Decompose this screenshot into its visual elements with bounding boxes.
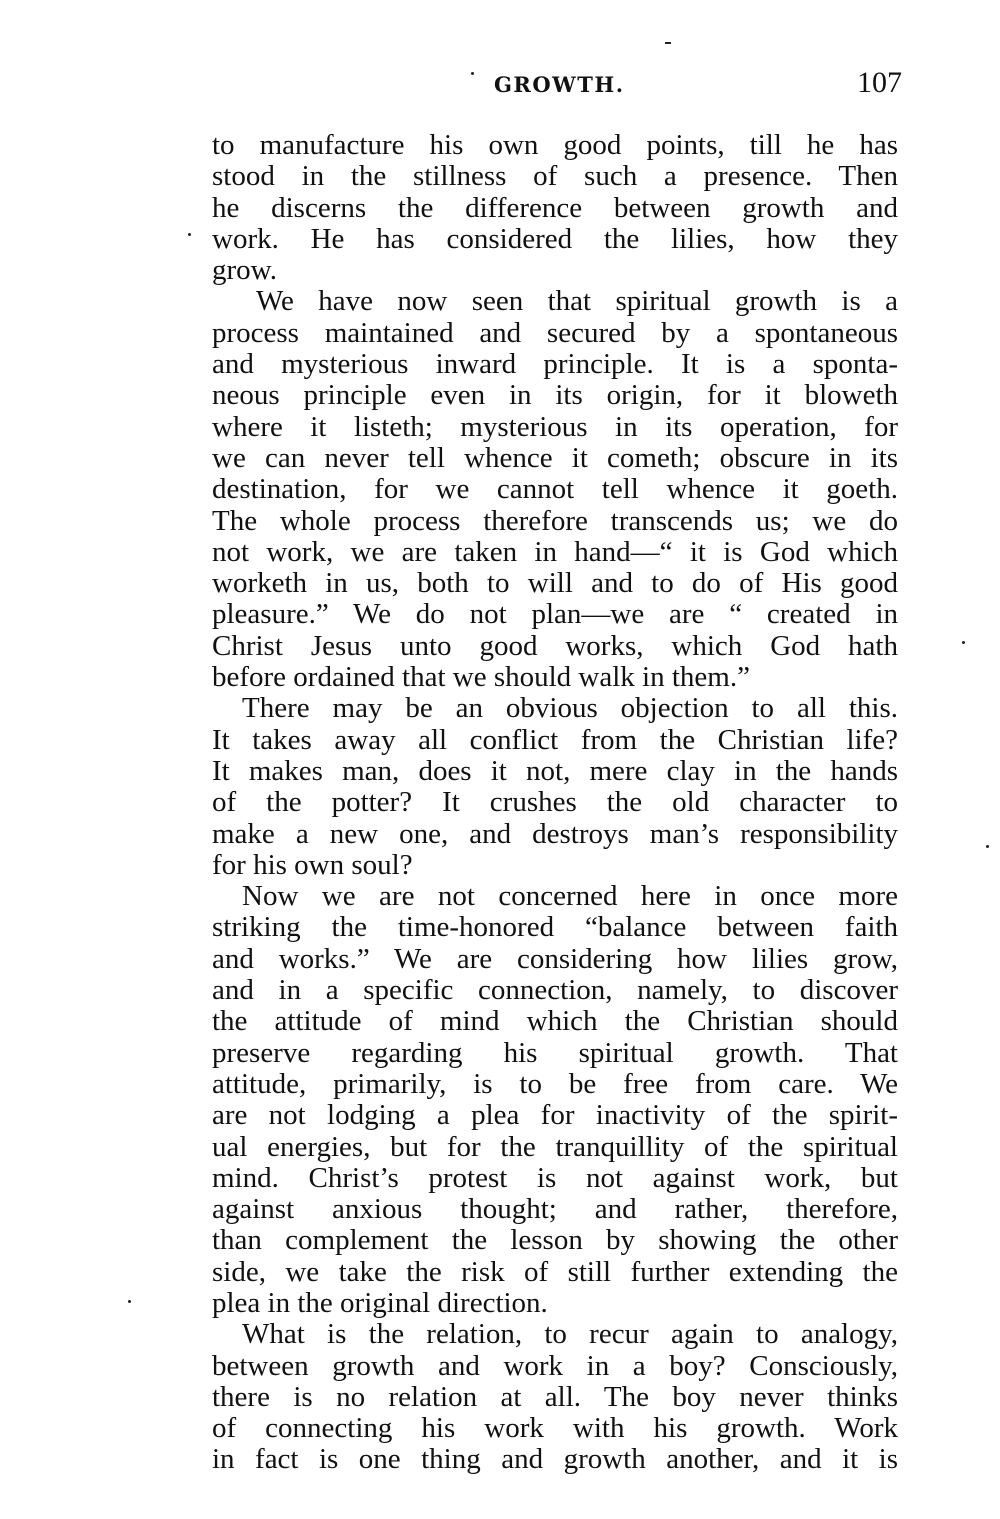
text-line: and in a specific connection, namely, to discover <box>212 974 898 1007</box>
text-line: we can never tell whence it cometh; obscure in its <box>212 441 898 474</box>
text-line: ual energies, but for the tranquillity of the spiritual <box>212 1130 898 1163</box>
text-line: where it listeth; mysterious in its operation, for <box>212 410 898 443</box>
text-line: plea in the original direction. <box>212 1286 548 1319</box>
text-line: Christ Jesus unto good works, which God hath <box>212 629 898 662</box>
text-line: It takes away all conflict from the Christian life? <box>212 723 898 756</box>
text-line: mind. Christ’s protest is not against work, but <box>212 1161 898 1194</box>
text-line: between growth and work in a boy? Consciously, <box>212 1349 898 1382</box>
scan-speck <box>962 641 965 644</box>
running-head <box>210 66 902 106</box>
text-line: and mysterious inward principle. It is a sponta- <box>212 348 898 381</box>
text-line: in fact is one thing and growth another, and it is <box>212 1443 898 1476</box>
text-line: striking the time-honored “balance between faith <box>212 911 898 944</box>
text-line: preserve regarding his spiritual growth. That <box>212 1036 898 1069</box>
text-line: against anxious thought; and rather, therefore, <box>212 1193 898 1226</box>
text-line: It makes man, does it not, mere clay in the hands <box>212 754 898 787</box>
text-line: Now we are not concerned here in once more <box>242 880 898 913</box>
text-line: there is no relation at all. The boy never thinks <box>212 1380 898 1413</box>
page-number: 107 <box>857 66 902 99</box>
text-line: are not lodging a plea for inactivity of the spirit- <box>212 1099 898 1132</box>
text-line: pleasure.” We do not plan—we are “ created in <box>212 598 898 631</box>
text-line: There may be an obvious objection to all this. <box>242 692 898 725</box>
scan-speck <box>665 42 671 44</box>
text-line: We have now seen that spiritual growth is a <box>256 285 898 318</box>
text-line: What is the relation, to recur again to analogy, <box>242 1318 898 1351</box>
text-line: he discerns the difference between growth and <box>212 191 898 224</box>
body-text <box>212 130 898 1476</box>
text-line: work. He has considered the lilies, how they <box>212 222 898 255</box>
text-line: of the potter? It crushes the old character to <box>212 786 898 819</box>
text-line: worketh in us, both to will and to do of His good <box>212 567 898 600</box>
text-line: stood in the stillness of such a presence. Then <box>212 160 898 193</box>
text-line: grow. <box>212 254 277 287</box>
text-line: of connecting his work with his growth. Work <box>212 1412 898 1445</box>
running-title: GROWTH. <box>494 72 625 97</box>
text-line: attitude, primarily, is to be free from care. We <box>212 1067 898 1100</box>
scan-speck <box>188 233 191 236</box>
text-line: side, we take the risk of still further extending the <box>212 1255 898 1288</box>
text-line: neous principle even in its origin, for it bloweth <box>212 379 898 412</box>
scan-speck <box>128 1300 131 1303</box>
text-line: the attitude of mind which the Christian should <box>212 1005 898 1038</box>
text-line: process maintained and secured by a spontaneous <box>212 316 898 349</box>
text-line: to manufacture his own good points, till he has <box>212 129 898 161</box>
text-line: and works.” We are considering how lilies grow, <box>212 942 898 975</box>
text-line: than complement the lesson by showing the other <box>212 1224 898 1257</box>
text-line: The whole process therefore transcends us; we do <box>212 504 898 537</box>
text-line: make a new one, and destroys man’s responsibility <box>212 817 898 850</box>
text-line: for his own soul? <box>212 848 413 881</box>
text-line: before ordained that we should walk in them.” <box>212 661 750 694</box>
text-line: destination, for we cannot tell whence it goeth. <box>212 473 898 506</box>
scan-speck <box>471 72 474 75</box>
scan-speck <box>986 845 989 848</box>
text-line: not work, we are taken in hand—“ it is God which <box>212 535 898 568</box>
